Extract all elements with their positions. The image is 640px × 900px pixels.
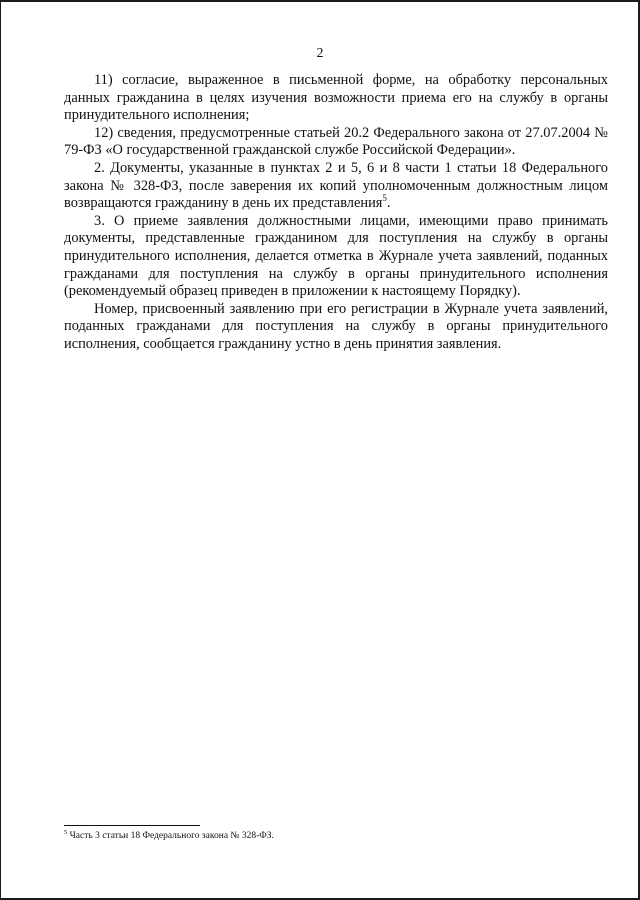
paragraph-section-2-end: . [386, 195, 391, 212]
paragraph-item-12: 12) сведения, предусмотренные статьей 20.2 Федерального закона от 27.07.2004 № 79-ФЗ «О государственной гражданской службе Российской Федерации». [64, 124, 608, 159]
scan-edge-top [0, 0, 640, 2]
scan-edge-left [0, 0, 1, 900]
footnote-reference: 5 [382, 193, 387, 204]
footnote-text: Часть 3 статьи 18 Федерального закона № 328-ФЗ. [67, 831, 274, 841]
paragraph-item-11: 11) согласие, выраженное в письменной форме, на обработку персональных данных гражданина в целях изучения возможности приема его на службу в органы принудительного исполнения; [64, 72, 608, 124]
paragraph-section-2 [64, 160, 608, 213]
footnote [64, 828, 608, 842]
page-number: 2 [316, 46, 324, 61]
document-body [64, 72, 608, 354]
paragraph-registration-number: Номер, присвоенный заявлению при его регистрации в Журнале учета заявлений, поданных гражданами для поступления на службу в органы принудительного исполнения, сообщается гражданину устно в день принятия заявления. [64, 300, 608, 352]
footnote-separator [64, 825, 200, 826]
paragraph-section-3: 3. О приеме заявления должностными лицами, имеющими право принимать документы, представленные гражданином для поступления на службу в органы принудительного исполнения, делается отметка в Журнале учета заявлений, поданных гражданами для поступления на службу в органы принудительного исполнения (рекомендуемый образец приведен в приложении к настоящему Порядку). [64, 212, 608, 300]
footnote-marker: 5 [64, 828, 68, 836]
paragraph-section-2-text: 2. Документы, указанные в пунктах 2 и 5, 6 и 8 части 1 статьи 18 Федерального закона № 328-ФЗ, после заверения их копий уполномоченным должностным лицом возвращаются гражданину в день их представления [64, 159, 608, 212]
